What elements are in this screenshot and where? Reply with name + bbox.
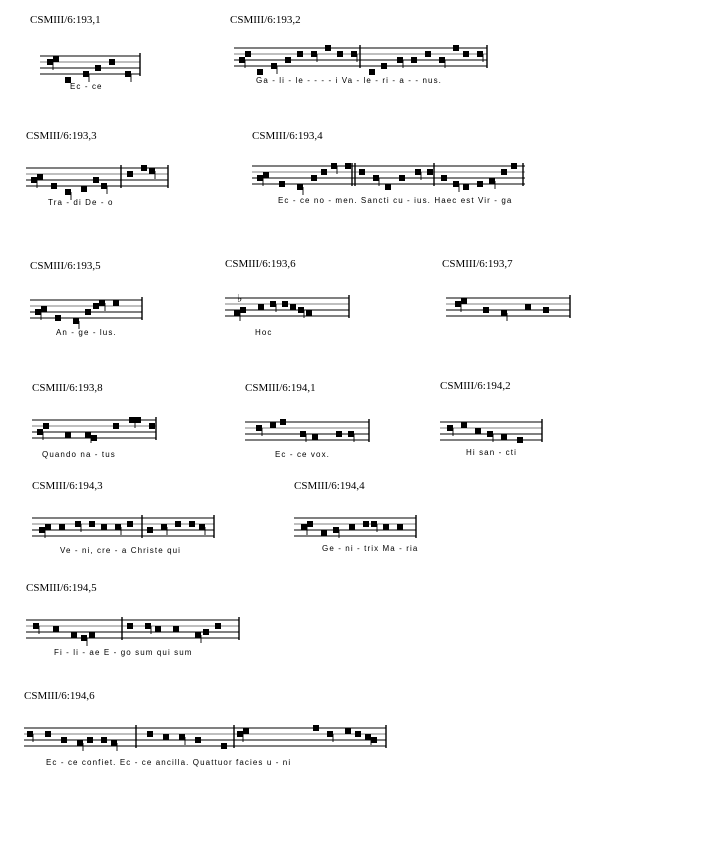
neume-note [371,521,377,527]
lyrics: Ec - ce [70,82,103,91]
neume-note [331,163,337,169]
neume-note [425,51,431,57]
neume-note [307,521,313,527]
neume-note [59,524,65,530]
example-193-3 [26,130,176,210]
example-id: CSMIII/6:194,2 [440,380,511,392]
neume-note [348,431,354,437]
music-staff [442,290,582,330]
neume-note [447,425,453,431]
music-staff [225,290,365,330]
lyrics: Ge - ni - trix Ma - ria [322,544,419,553]
neume-note [280,419,286,425]
neume-note [501,310,507,316]
example-193-8 [32,382,172,462]
neume-note [337,51,343,57]
neume-note [270,422,276,428]
neume-note [285,57,291,63]
staff [442,290,582,330]
neume-note [111,740,117,746]
neume-note [53,626,59,632]
neume-note [279,181,285,187]
neume-note [355,731,361,737]
music-staff [245,414,380,454]
neume-note [256,425,262,431]
music-staff [252,158,542,198]
neume-note [127,171,133,177]
neume-note [336,431,342,437]
neume-note [441,175,447,181]
neume-note [155,626,161,632]
neume-note [237,731,243,737]
neume-note [243,728,249,734]
neume-note [179,734,185,740]
staff [225,290,365,330]
neume-note [311,175,317,181]
example-id: CSMIII/6:194,3 [32,480,103,492]
neume-note [101,183,107,189]
example-194-2 [440,380,560,460]
lyrics: Hoc [255,328,273,337]
lyrics: Quando na - tus [42,450,116,459]
neume-note [141,165,147,171]
neume-note [461,422,467,428]
neume-note [381,63,387,69]
example-id: CSMIII/6:193,1 [30,14,101,26]
example-193-1 [30,14,140,94]
example-193-5 [30,260,160,340]
neume-note [312,434,318,440]
neume-note [175,521,181,527]
example-id: CSMIII/6:193,5 [30,260,101,272]
neume-note [399,175,405,181]
neume-note [369,69,375,75]
neume-note [71,632,77,638]
neume-note [61,737,67,743]
neume-note [135,417,141,423]
neume-note [385,184,391,190]
neume-note [427,169,433,175]
neume-note [127,521,133,527]
example-194-4 [294,480,434,560]
neume-note [483,307,489,313]
neume-note [45,731,51,737]
example-id: CSMIII/6:193,8 [32,382,103,394]
neume-note [257,69,263,75]
neume-note [203,629,209,635]
neume-note [383,524,389,530]
example-id: CSMIII/6:194,5 [26,582,97,594]
neume-note [83,71,89,77]
neume-note [35,309,41,315]
neume-note [161,524,167,530]
neume-note [45,524,51,530]
neume-note [149,168,155,174]
neume-note [85,309,91,315]
neume-note [41,306,47,312]
neume-note [517,437,523,443]
example-id: CSMIII/6:193,4 [252,130,323,142]
neume-note [525,304,531,310]
lyrics: Ec - ce confiet. Ec - ce ancilla. Quattuor facies u - ni [46,758,292,767]
staff [24,720,404,760]
lyrics: Ec - ce vox. [275,450,330,459]
example-id: CSMIII/6:193,3 [26,130,97,142]
neume-note [37,174,43,180]
staff [26,612,256,652]
example-193-2 [230,14,500,94]
neume-note [333,527,339,533]
neume-note [39,527,45,533]
neume-note [145,623,151,629]
neume-note [461,298,467,304]
neume-note [282,301,288,307]
neume-note [43,423,49,429]
neume-note [475,428,481,434]
neume-note [290,304,296,310]
example-193-4 [252,130,542,210]
neume-note [327,731,333,737]
neume-note [37,429,43,435]
music-staff [32,412,172,452]
example-193-6 [225,258,365,338]
neume-note [115,524,121,530]
neume-note [55,315,61,321]
neume-note [453,181,459,187]
staff [26,160,176,200]
neume-note [325,45,331,51]
neume-note [109,59,115,65]
neume-note [113,300,119,306]
example-id: CSMIII/6:193,6 [225,258,296,270]
example-193-7 [442,258,582,338]
neume-note [53,56,59,62]
lyrics: Fi - li - ae E - go sum qui sum [54,648,193,657]
lyrics: Hi san - cti [466,448,517,457]
staff [230,40,490,80]
neume-note [75,521,81,527]
neume-note [477,51,483,57]
neume-note [195,737,201,743]
example-194-3 [32,480,232,560]
neume-note [453,45,459,51]
neume-note [234,310,240,316]
neume-note [195,632,201,638]
neume-note [263,172,269,178]
music-staff [26,612,256,652]
neume-note [543,307,549,313]
neume-note [345,728,351,734]
staff [32,412,172,452]
staff [32,510,232,550]
neume-note [77,740,83,746]
music-staff [26,160,176,200]
staff [245,414,380,454]
neume-note [65,432,71,438]
neume-note [311,51,317,57]
lyrics: Ga - li - le - - - - i Va - le - ri - a - - nus. [256,76,442,85]
staff [252,158,542,198]
lyrics: Ec - ce no - men. Sancti cu - ius. Haec est Vir - ga [278,196,513,205]
neume-note [271,63,277,69]
neume-note [95,65,101,71]
neume-note [463,51,469,57]
neume-note [297,184,303,190]
neume-note [415,169,421,175]
music-staff [32,510,232,550]
neume-note [113,423,119,429]
neume-note [463,184,469,190]
neume-note [349,524,355,530]
neume-note [129,417,135,423]
example-id: CSMIII/6:193,2 [230,14,301,26]
neume-note [221,743,227,749]
neume-note [301,524,307,530]
neume-note [101,737,107,743]
music-staff [230,40,490,80]
neume-note [321,169,327,175]
neume-note [125,71,131,77]
neume-note [173,626,179,632]
neume-note [359,169,365,175]
neume-note [127,623,133,629]
neume-note [47,59,53,65]
neume-note [89,632,95,638]
example-194-6 [24,690,404,770]
neume-note [189,521,195,527]
neume-note [300,431,306,437]
neume-note [297,51,303,57]
neume-note [101,524,107,530]
neume-note [371,737,377,743]
example-194-5 [26,582,256,662]
music-staff [30,292,160,332]
neume-note [31,177,37,183]
neume-note [33,623,39,629]
neume-note [487,431,493,437]
flat-sign: ♭ [237,292,243,305]
neume-note [93,303,99,309]
neume-note [239,57,245,63]
neume-note [298,307,304,313]
example-id: CSMIII/6:194,1 [245,382,316,394]
neume-note [313,725,319,731]
neume-note [147,731,153,737]
neume-note [397,57,403,63]
lyrics: An - ge - lus. [56,328,117,337]
neume-note [215,623,221,629]
neume-note [99,300,105,306]
neume-note [477,181,483,187]
neume-note [245,51,251,57]
neume-note [397,524,403,530]
neume-note [199,524,205,530]
neume-note [489,178,495,184]
neume-note [411,57,417,63]
neume-note [455,301,461,307]
neume-note [439,57,445,63]
neume-note [345,163,351,169]
neume-note [351,51,357,57]
neume-note [93,177,99,183]
neume-note [511,163,517,169]
neume-note [85,432,91,438]
example-194-1 [245,382,380,462]
neume-note [91,435,97,441]
neume-note [27,731,33,737]
neume-note [270,301,276,307]
neume-note [365,734,371,740]
neume-note [81,635,87,641]
lyrics: Ve - ni, cre - a Christe qui [60,546,182,555]
neume-note [87,737,93,743]
neume-note [363,521,369,527]
neume-note [306,310,312,316]
neume-note [147,527,153,533]
example-id: CSMIII/6:194,4 [294,480,365,492]
example-id: CSMIII/6:194,6 [24,690,95,702]
neume-note [163,734,169,740]
neume-note [81,186,87,192]
neume-note [258,304,264,310]
neume-note [257,175,263,181]
music-staff [24,720,404,760]
example-id: CSMIII/6:193,7 [442,258,513,270]
staff [30,292,160,332]
neume-note [321,530,327,536]
neume-note [501,169,507,175]
neume-note [149,423,155,429]
neume-note [373,175,379,181]
lyrics: Tra - di De - o [48,198,114,207]
neume-note [501,434,507,440]
neume-note [240,307,246,313]
neume-note [51,183,57,189]
neume-note [65,189,71,195]
neume-note [89,521,95,527]
neume-note [73,318,79,324]
